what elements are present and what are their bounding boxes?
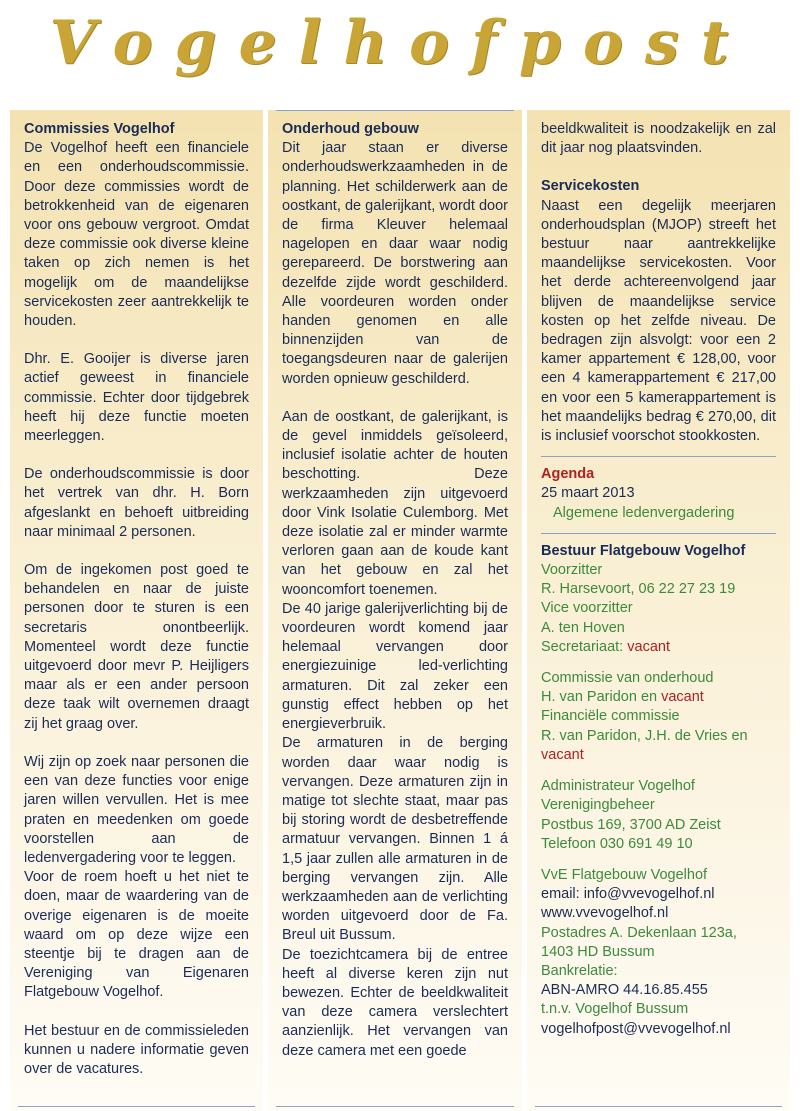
agenda-item: Algemene ledenvergadering	[553, 504, 735, 521]
onderhoud-paragraph-1: Dit jaar staan er diverse onderhoudswerkzaamheden in de planning. Het schilderwerk aan de oostkant, de galerijkant, wordt door de firma Kleuver helemaal nagelopen en daar waar nodig gerepareerd. De borstwering aan dezelfde zijde wordt geschilderd. Alle voordeuren worden onder handen genomen en alle binnenzijden van de toegangsdeuren naar de galerijen worden opnieuw geschilderd.	[282, 140, 508, 387]
servicekosten-paragraph: Naast een degelijk meerjaren onderhoudsplan (MJOP) streeft het bestuur naar aantrekkelijke maandelijkse servicekosten. Voor het derde achtereenvolgend jaar blijven de maandelijkse service kosten op het zelfde niveau. De bedragen zijn alsvolgt: voor een 2 kamer appartement € 128,00, voor een 4 kamerappartement € 217,00 en voor een 5 kamerappartement is het maandelijks bedrag € 270,00, dit is inclusief voorschot stookkosten.	[541, 197, 776, 445]
column-bottom-rule	[18, 1106, 255, 1107]
onderhoud-commissie-label: Commissie van onderhoud	[541, 670, 714, 687]
camera-continuation: beeldkwaliteit is noodzakelijk en zal dit jaar nog plaatsvinden.	[541, 121, 776, 157]
commissies-paragraph-6: Voor de roem hoeft u het niet te doen, maar de waardering van de overige eigenaren is de moeite waard om op deze wijze een steentje bij te dragen aan de Vereniging van Eigenaren Flatgebouw Vogelhof.	[24, 869, 249, 1001]
onderhoud-commissie-value: H. van Paridon en	[541, 689, 662, 706]
section-divider	[541, 533, 776, 534]
administrateur-line-1: Verenigingbeheer	[541, 797, 655, 814]
commissies-paragraph-5: Wij zijn op zoek naar personen die een van deze functies voor enige jaren willen vervullen. Het is mee praten en meedenken om goede voorstellen aan de ledenvergadering voor te leggen.	[24, 753, 249, 866]
masthead-title: Vogelhofpost	[49, 8, 751, 78]
onderhoud-paragraph-5: De toezichtcamera bij de entree heeft al diverse keren zijn nut bewezen. Echter de beeldkwaliteit van deze camera verslechtert aanzienlijk. Het vervangen van deze camera met een goede	[282, 946, 508, 1059]
vve-bank-label: Bankrelatie:	[541, 962, 618, 979]
column-onderhoud	[268, 110, 522, 1111]
onderhoud-paragraph-4: De armaturen in de berging worden daar waar nodig is vervangen. Deze armaturen zijn in matige tot slechte staat, maar pas bij storing wordt de desbetreffende armatuur vervangen. Binnen 1 á 1,5 jaar zullen alle armaturen in de berging vervangen zijn. Alle werkzaamheden aan de verlichting worden uitgevoerd door de Fa. Breul uit Bussum.	[282, 735, 508, 944]
commissies-paragraph-3: De onderhoudscommissie is door het vertrek van dhr. H. Born afgeslankt en behoeft uitbreiding naar minimaal 2 personen.	[24, 466, 249, 540]
onderhoud-commissie-vacant: vacant	[661, 689, 704, 706]
commissies-paragraph-1: De Vogelhof heeft een financiele en een onderhoudscommissie. Door deze commissies wordt de betrokkenheid van de eigenaren voor ons gebouw vergroot. Omdat deze commissie ook diverse kleine taken op zich nemen is het mogelijk om de maandelijkse servicekosten zeer aantrekkelijk te houden.	[24, 140, 249, 330]
bestuur-heading: Bestuur Flatgebouw Vogelhof	[541, 542, 746, 559]
vve-website[interactable]: www.vvevogelhof.nl	[541, 905, 669, 922]
column-bottom-rule	[276, 1106, 514, 1107]
masthead	[0, 0, 800, 100]
financiele-commissie-label: Financiële commissie	[541, 708, 680, 725]
column-bottom-rule	[535, 1106, 782, 1107]
vve-email[interactable]: email: info@vvevogelhof.nl	[541, 886, 715, 903]
vve-address-1: Postadres A. Dekenlaan 123a,	[541, 924, 737, 941]
section-divider	[541, 456, 776, 457]
vve-bank-value: ABN-AMRO 44.16.85.455	[541, 982, 708, 999]
agenda-date: 25 maart 2013	[541, 485, 635, 502]
vve-address-2: 1403 HD Bussum	[541, 943, 655, 960]
secretariaat-line	[541, 638, 776, 657]
onderhoud-commissie-line	[541, 688, 776, 707]
secretariaat-label: Secretariaat:	[541, 638, 628, 655]
onderhoud-paragraph-3: De 40 jarige galerijverlichting bij de voordeuren wordt komend jaar helemaal vervangen door energiezuinige led-verlichting armaturen. Dit zal zeker een gunstig effect hebben op het energieverbruik.	[282, 600, 508, 733]
commissies-paragraph-2: Dhr. E. Gooijer is diverse jaren actief geweest in financiele commissie. Echter door tijdgebrek heeft hij deze functie moeten meerleggen.	[24, 351, 249, 445]
column-commissies	[10, 110, 263, 1111]
vve-post-email[interactable]: vogelhofpost@vvevogelhof.nl	[541, 1020, 731, 1037]
commissies-heading: Commissies Vogelhof	[24, 121, 175, 137]
voorzitter-label: Voorzitter	[541, 562, 603, 579]
commissies-paragraph-4: Om de ingekomen post goed te behandelen en naar de juiste personen door te sturen is een secretaris onontbeerlijk. Momenteel wordt deze functie uitgevoerd door mevr P. Heijligers maar als er een ander persoon deze taak wilt overnemen draagt zij het graag over.	[24, 562, 249, 732]
vve-heading: VvE Flatgebouw Vogelhof	[541, 866, 708, 883]
agenda-heading: Agenda	[541, 466, 595, 483]
administrateur-line-2: Postbus 169, 3700 AD Zeist	[541, 816, 721, 833]
secretariaat-vacant: vacant	[627, 638, 670, 655]
servicekosten-heading: Servicekosten	[541, 178, 640, 195]
onderhoud-heading: Onderhoud gebouw	[282, 121, 419, 137]
commissies-paragraph-7: Het bestuur en de commissieleden kunnen u nadere informatie geven over de vacatures.	[24, 1022, 249, 1077]
voorzitter-value: R. Harsevoort, 06 22 27 23 19	[541, 581, 736, 598]
financiele-commissie-value: R. van Paridon, J.H. de Vries en	[541, 727, 748, 744]
vice-voorzitter-label: Vice voorzitter	[541, 600, 633, 617]
vve-tnv: t.n.v. Vogelhof Bussum	[541, 1001, 689, 1018]
onderhoud-paragraph-2: Aan de oostkant, de galerijkant, is de gevel inmiddels geïsoleerd, inclusief isolatie achter de houten beschotting. Deze werkzaamheden zijn uitgevoerd door Vink Isolatie Culemborg. Met deze isolatie zal er minder warmte verloren gaan aan de koude kant van het gebouw en zal het wooncomfort toenemen.	[282, 408, 508, 598]
administrateur-heading: Administrateur Vogelhof	[541, 778, 695, 795]
column-top-rule	[276, 110, 514, 111]
administrateur-phone: Telefoon 030 691 49 10	[541, 835, 693, 852]
vice-voorzitter-value: A. ten Hoven	[541, 619, 625, 636]
column-info	[527, 110, 790, 1111]
financiele-commissie-vacant: vacant	[541, 746, 584, 763]
